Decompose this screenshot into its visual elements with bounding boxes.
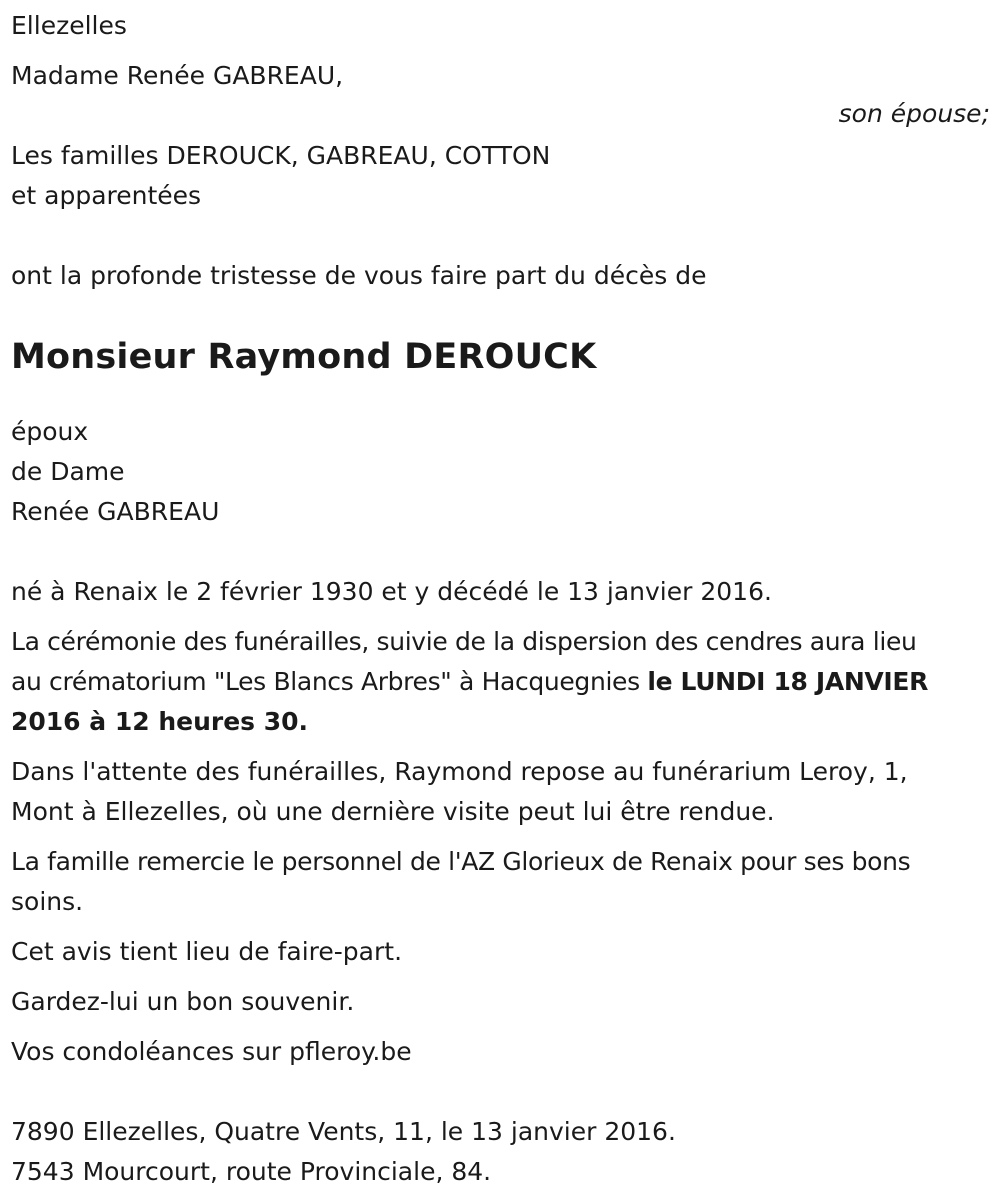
ceremony-line-2 xyxy=(11,662,991,702)
spouse-role-row xyxy=(11,96,991,136)
remember-text: Gardez-lui un bon souvenir. xyxy=(11,987,355,1016)
thanks-line-2: soins. xyxy=(11,887,84,916)
deceased-name: Monsieur Raymond DEROUCK xyxy=(11,337,597,377)
visitation-line-1: Dans l'attente des funérailles, Raymond repose au funérarium Leroy, 1, xyxy=(11,757,908,786)
notice-text: Cet avis tient lieu de faire-part. xyxy=(11,937,403,966)
visitation-paragraph xyxy=(11,752,991,832)
relation-line-3: Renée GABREAU xyxy=(11,497,220,526)
relation-line-1: époux xyxy=(11,417,89,446)
announcement-text: ont la profonde tristesse de vous faire part du décès de xyxy=(11,261,707,290)
ceremony-location: au crématorium "Les Blancs Arbres" à Hacquegnies xyxy=(11,667,648,696)
thanks-line-1: La famille remercie le personnel de l'AZ Glorieux de Renaix pour ses bons xyxy=(11,847,911,876)
relation-line-2: de Dame xyxy=(11,457,125,486)
addresses-block xyxy=(11,1112,991,1192)
city-header: Ellezelles xyxy=(11,11,127,40)
ceremony-date: le LUNDI 18 JANVIER xyxy=(647,667,928,696)
address-line-1: 7890 Ellezelles, Quatre Vents, 11, le 13 janvier 2016. xyxy=(11,1117,676,1146)
ceremony-line-1: La cérémonie des funérailles, suivie de la dispersion des cendres aura lieu xyxy=(11,627,917,656)
families-line-2: et apparentées xyxy=(11,181,202,210)
visitation-line-2: Mont à Ellezelles, où une dernière visite peut lui être rendue. xyxy=(11,797,775,826)
ceremony-paragraph xyxy=(11,622,991,742)
families-line-1: Les familles DEROUCK, GABREAU, COTTON xyxy=(11,141,551,170)
obituary-notice xyxy=(11,6,991,1192)
address-line-2: 7543 Mourcourt, route Provinciale, 84. xyxy=(11,1157,492,1186)
condolences-text: Vos condoléances sur pfleroy.be xyxy=(11,1037,412,1066)
spouse-name: Madame Renée GABREAU, xyxy=(11,61,344,90)
birth-death-line: né à Renaix le 2 février 1930 et y décédé le 13 janvier 2016. xyxy=(11,577,772,606)
thanks-paragraph xyxy=(11,842,991,922)
ceremony-time: 2016 à 12 heures 30. xyxy=(11,707,309,736)
spouse-role: son épouse; xyxy=(838,99,990,128)
